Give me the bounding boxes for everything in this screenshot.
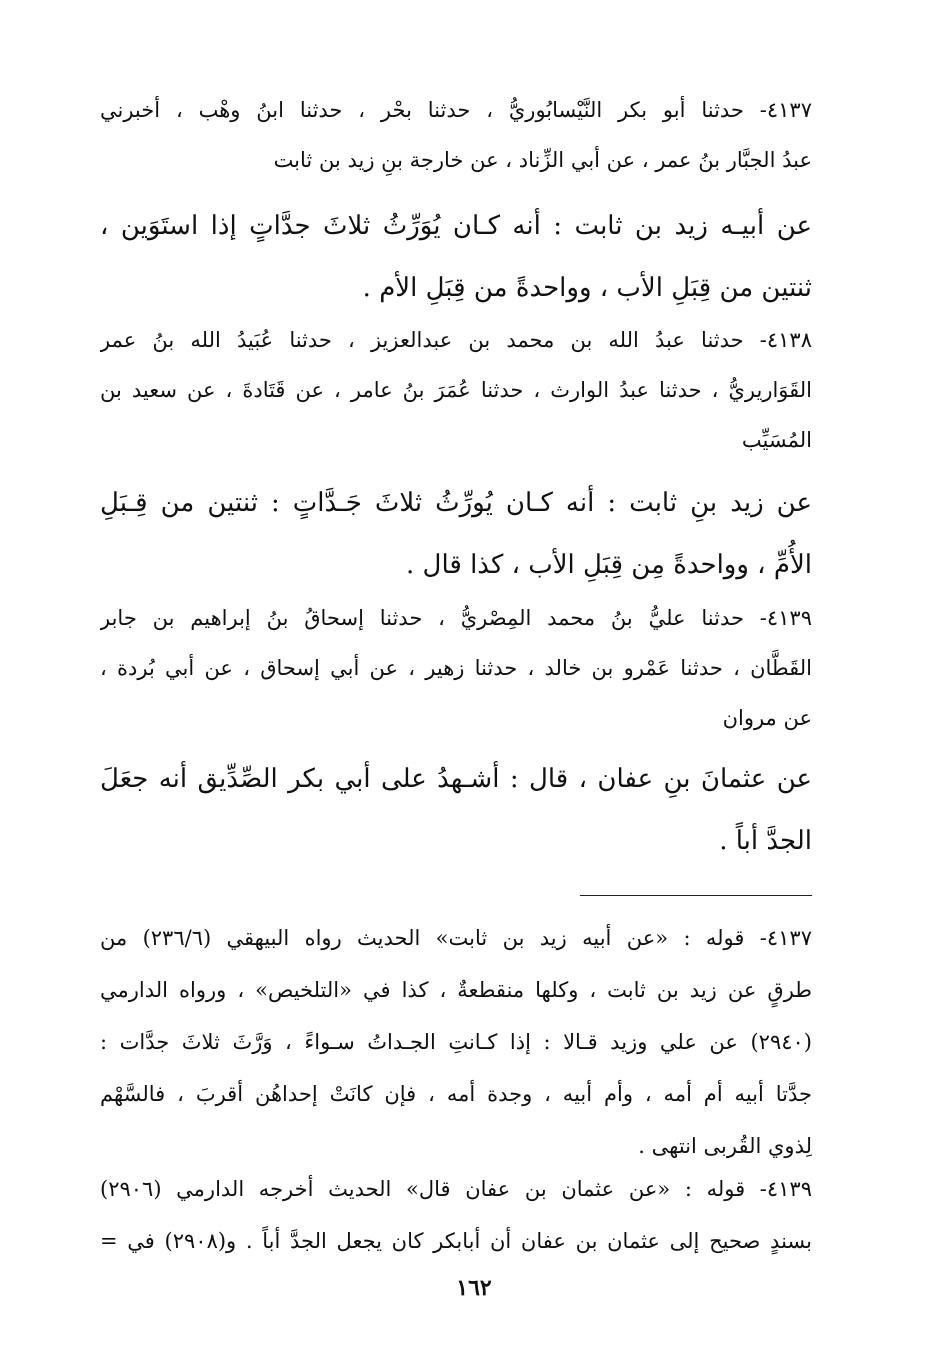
matn-line: الجدَّ أباً .	[719, 826, 812, 856]
footnote-line: طرقٍ عن زيد بن ثابت ، وكلها منقطعةٌ ، كذا في «التلخيص» ، ورواه الدارمي	[100, 978, 812, 1002]
isnad-line: ٤١٣٩- حدثنا عليُّ بنُ محمد المِصْريُّ ، حدثنا إسحاقُ بنُ إبراهيم بن جابر	[100, 606, 812, 630]
hadith-4137-isnad	[100, 85, 812, 185]
footnote-separator	[580, 895, 812, 896]
matn-line: ثنتين من قِبَلِ الأب ، وواحدةً من قِبَلِ الأم .	[362, 273, 812, 303]
footnote-4137	[100, 912, 812, 1172]
hadith-4138-matn	[100, 472, 812, 596]
isnad-line: المُسَيِّب	[741, 428, 812, 452]
footnote-line: بسندٍ صحيح إلى عثمان بن عفان أن أبابكر كان يجعل الجدَّ أباً . و(٢٩٠٨) في =	[100, 1229, 812, 1253]
footnote-line: ٤١٣٩- قوله : «عن عثمان بن عفان قال» الحديث أخرجه الدارمي (٢٩٠٦)	[100, 1177, 812, 1201]
isnad-line: القَطَّان ، حدثنا عَمْرو بن خالد ، حدثنا زهير ، عن أبي إسحاق ، عن أبي بُردة ،	[100, 656, 812, 680]
hadith-4138-isnad	[100, 315, 812, 465]
footnote-4139	[100, 1163, 812, 1267]
page-number: ١٦٢	[456, 1275, 492, 1301]
hadith-4137-matn	[100, 195, 812, 319]
hadith-4139-matn	[100, 748, 812, 872]
isnad-line: القَوَاريريُّ ، حدثنا عبدُ الوارث ، حدثنا عُمَرَ بنُ عامر ، عن قَتَادةَ ، عن سعيد بن	[100, 378, 812, 402]
footnote-line: ٤١٣٧- قوله : «عن أبيه زيد بن ثابت» الحديث رواه البيهقي (٢٣٦/٦) من	[100, 926, 812, 950]
footnote-line: جدَّتا أبيه أم أمه ، وأم أبيه ، وجدة أمه ، فإن كانَتْ إحداهُن أقربَ ، فالسَّهْم	[100, 1082, 812, 1106]
footnote-line: (٢٩٤٠) عن علي وزيد قـالا : إذا كـانتِ الجـداتُ سـواءً ، وَرَّثَ ثلاثَ جدَّات :	[100, 1030, 812, 1054]
matn-line: عن أبيـه زيد بن ثابت : أنه كـان يُوَرِّثُ ثلاثَ جدَّاتٍ إذا استَوَين ،	[100, 211, 812, 241]
isnad-line: عبدُ الجبَّار بنُ عمر ، عن أبي الزِّناد ، عن خارجة بنِ زيد بن ثابت	[273, 148, 812, 172]
footnote-line: لِذوي القُربى انتهى .	[638, 1134, 812, 1158]
matn-line: عن عثمانَ بنِ عفان ، قال : أشـهدُ على أبي بكر الصِّدِّيق أنه جعَلَ	[100, 764, 812, 794]
matn-line: عن زيد بنِ ثابت : أنه كـان يُورِّثُ ثلاثَ جَـدَّاتٍ : ثنتين من قِـبَلِ	[100, 488, 812, 518]
isnad-line: عن مروان	[722, 706, 812, 730]
isnad-line: ٤١٣٧- حدثنا أبو بكر النَّيْسابُوريُّ ، حدثنا بحْر ، حدثنا ابنُ وهْب ، أخبرني	[100, 98, 812, 122]
isnad-line: ٤١٣٨- حدثنا عبدُ الله بن محمد بن عبدالعزيز ، حدثنا عُبَيدُ الله بنُ عمر	[100, 328, 812, 352]
hadith-4139-isnad	[100, 593, 812, 743]
matn-line: الأُمِّ ، وواحدةً مِن قِبَلِ الأب ، كذا قال .	[406, 550, 812, 580]
